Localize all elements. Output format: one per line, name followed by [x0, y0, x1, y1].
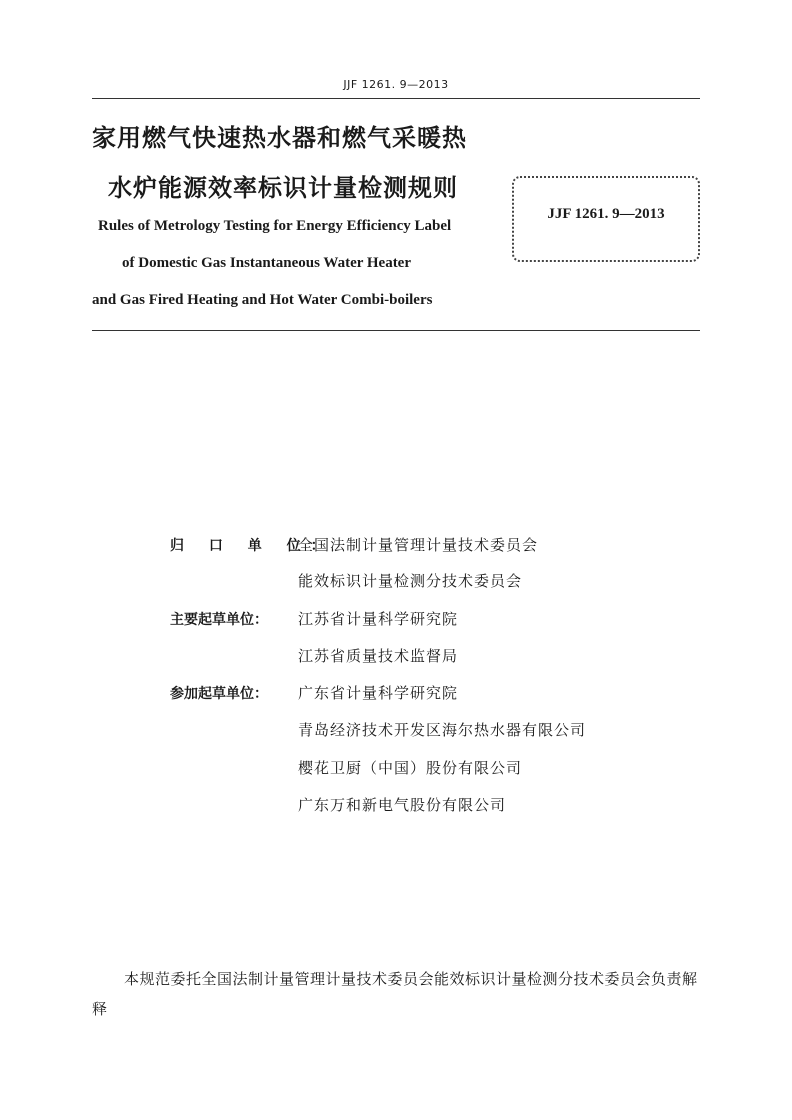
code-box-text: JJF 1261. 9—2013 [547, 206, 665, 222]
unit-label-participating: 参加起草单位： [170, 686, 268, 702]
title-cn-line2: 水炉能源效率标识计量检测规则 [108, 174, 458, 202]
unit-label-responsible: 归 口 单 位： [170, 538, 335, 554]
interpretation-note: 本规范委托全国法制计量管理计量技术委员会能效标识计量检测分技术委员会负责解释 [92, 970, 698, 1018]
title-en-line2: of Domestic Gas Instantaneous Water Heater [122, 255, 411, 271]
unit-value: 青岛经济技术开发区海尔热水器有限公司 [298, 721, 587, 739]
unit-value: 广东省计量科学研究院 [298, 684, 459, 702]
title-cn-line1: 家用燃气快速热水器和燃气采暖热 [92, 124, 467, 152]
unit-value: 全国法制计量管理计量技术委员会 [298, 536, 539, 554]
title-en-line3: and Gas Fired Heating and Hot Water Combi-boilers [92, 292, 433, 308]
unit-value: 广东万和新电气股份有限公司 [298, 796, 507, 814]
title-en-line1: Rules of Metrology Testing for Energy Efficiency Label [98, 218, 452, 234]
unit-value: 樱花卫厨（中国）股份有限公司 [298, 759, 523, 777]
unit-value: 江苏省质量技术监督局 [298, 647, 459, 665]
unit-label-main-drafting: 主要起草单位： [170, 612, 268, 628]
title-rule [92, 330, 700, 331]
unit-value: 能效标识计量检测分技术委员会 [298, 572, 523, 590]
header-code: JJF 1261. 9—2013 [343, 78, 449, 91]
unit-value: 江苏省计量科学研究院 [298, 610, 459, 628]
header-rule [92, 98, 700, 99]
